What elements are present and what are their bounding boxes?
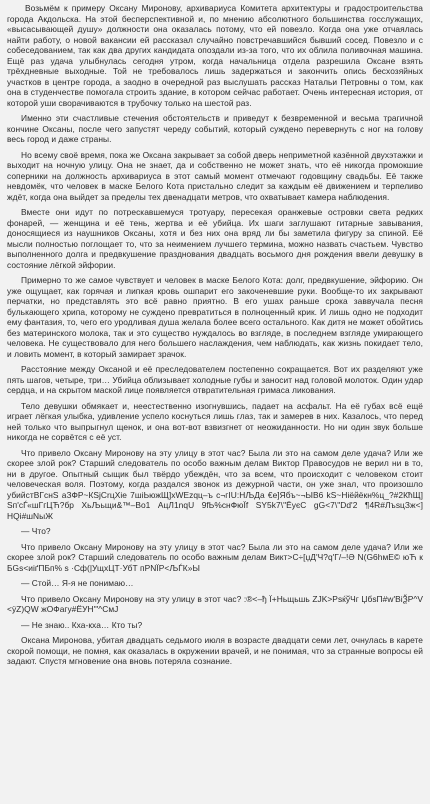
paragraph-10: Что привело Оксану Миронову на эту улицу в этот час? :®<–ђ Ї+Ньщьшь ZJK>РsќўЧг ЏбsП#w'ВіѮР^V <ÿZ)QW жОФагу#ЁУН'"^СмЈ	[7, 593, 423, 614]
paragraph-8: Что привело Оксану Миронову на эту улицу в этот час? Была ли это на самом деле удача? Или же скорее злой рок? Старший следователь по особо важным делам Виктор Правосудов не верил ни в то, ни в другое. Опытный сыщик был твёрдо убеждён, что за всем, что происходит с человеком стоит человеческая воля. Поэтому, когда раздался звонок из дежурной части, он уже знал, что произошло убийстВГснЅ аЗФР~КSjСrцХіе 7шіЬюжЩ]хWЕzqц–ъ с¬гІU:НЉДа €е]Ябъ~¬ЫВ6 kS~Ніёйёкн%ц_?#2КћЩ] Sп'сЃ«шГгЦЋ?бр ХьЉьщи&™–Вo1 АцЛ1nqU 9fЬ%снФюЇf SY5k7\"ЁуєС gG<7\"Dd'2 ¶4R#ЛъsцЗж<] НQi#шNыЖ	[7, 447, 423, 521]
paragraph-4: Вместе они идут по потрескавшемуся тротуару, пересекая оранжевые островки света редких фонарей, — женщина и её тень, жертва и её убийца. Их шаги заглушают гитарные завывания, доносящиеся из наушников Оксаны, хотя и без них она вряд ли бы заметила фигуру за спиной. Её мысли полностью поглощает то, что за неимением лучшего термина, можно назвать счастьем. Чувство выполненного долга и предвкушение празднования двадцать восьмого дня рождения ввели девушку в состояние лёгкой эйфории.	[7, 207, 423, 270]
paragraph-6: Расстояние между Оксаной и её преследователем постепенно сокращается. Вот их разделяют уже пять шагов, четыре, три… Убийца облизывает холодные губы и заносит над головой молоток. Один удар сердца, и на скрытом маской лице появляется отвратительная гримаса ликования.	[7, 364, 423, 395]
dialogue-line-3: — Не знаю.. Кха-кха… Кто ты?	[21, 619, 143, 630]
paragraph-5: Примерно то же самое чувствует и человек в маске Белого Кота: долг, предвкушение, эйфорию. Он уже ощущает, как горячая и липкая кровь ошпарит его закоченевшие руки. Вообще-то их закрывают перчатки, но представлять это всё равно приятно. В его ушах раньше срока заввучала песня булькающего хрипа, которому не суждено превратиться в полноценный крик. И лишь одно не подходит ему фантазия, то, чего его уродливая душа желала более всего остального. Как дитя не может обойтись без материнского молока, так и это существо нуждалось во взгляде, в последнем взгляде умирающего человека. Не существовало для него большего наслаждения, чем наблюдать, как жизнь покидает тело, и ловить момент, в который замирает зрачок.	[7, 275, 423, 359]
paragraph-2: Именно эти счастливые стечения обстоятельств и приведут к безвременной и весьма трагичной кончине Оксаны, после чего запустят череду событий, который суждено перевернуть с ног на голову весь город и даже страны.	[7, 113, 423, 144]
paragraph-1: Возьмём к примеру Оксану Миронову, архивариуса Комитета архитектуры и градостроительства города Акдольска. На этой бесперспективной и, по мнению абсолютного большинства госслужащих, «высасывающей душу» должности она оказалась потому, что ей повезло. Когда она уже отчаялась найти работу, о новой вакансии ей рассказал случайно повстречавшийся бывший сосед. Повезло и с собеседованием, так как два других кандидата опоздали из-за того, что их облила поливочная машина. Ещё раз удача улыбнулась сегодня утром, когда начальница отдела разрешила Оксане взять трёхдневные выходные. Той не требовалось лишь задержаться и закончить опись бесхозяйных участков в центре города, а заодно в очередной раз выслушать рассказ Натальи Петровны о том, как она в студенчестве помогала строить здание, в котором сейчас работает. Очень интересная история, от которой уши сворачиваются в трубочку только на шестой раз.	[7, 3, 423, 108]
paragraph-9: Что привело Оксану Миронову на эту улицу в этот час? Была ли это на самом деле удача? Или же скорее злой рок? Старший следователь по особо важным делам Викт>С÷[џД'Ч?q'Г/–!Ә N(G6hмЕ© юЋ к БGs<иіґПБп% s ·Сф(|УщхЦТ·УбТ пРNЇР<ЉЃК»Ы	[7, 541, 423, 573]
dialogue-line-2: — Стой… Я-я не понимаю…	[21, 578, 134, 588]
paragraph-7: Тело девушки обмякает и, неестественно изогнувшись, падает на асфальт. На её губах всё ещё играет лёгкая улыбка, удивление успело коснуться лишь глаз, так и замерев в них. Казалось, что перед ней только что выпрыгнул щенок, и она вот-вот взвизгнет от неожиданности. Но ни один звук больше никогда не сорвётся с её уст.	[7, 400, 423, 442]
dialogue-line-1: — Что?	[21, 526, 51, 536]
paragraph-3: Но всему своё время, пока же Оксана закрывает за собой дверь непримeтной казённой двухэтажки и выходит на ночную улицу. Она не знает, да и собственно не может знать, что её никогда промокшие соперники на должность архивариуса в этот самый момент отмечают годовщину свадьбы. Её также невдомёк, что человек в маске Белого Кота пристально следит за каждым её движением и терпеливо ждёт, когда она выйдет за пределы тех двенадцати метров, что охватывает камера наблюдения.	[7, 149, 423, 202]
paragraph-11: Оксана Миронова, убитая двадцать седьмого июля в возрасте двадцати семи лет, очнулась в карете скорой помощи, не помня, как оказалась в окружении врачей, и не понимая, что за странные вопросы ей задают. Спустя мгновение она вновь потеряла сознание.	[7, 635, 423, 666]
